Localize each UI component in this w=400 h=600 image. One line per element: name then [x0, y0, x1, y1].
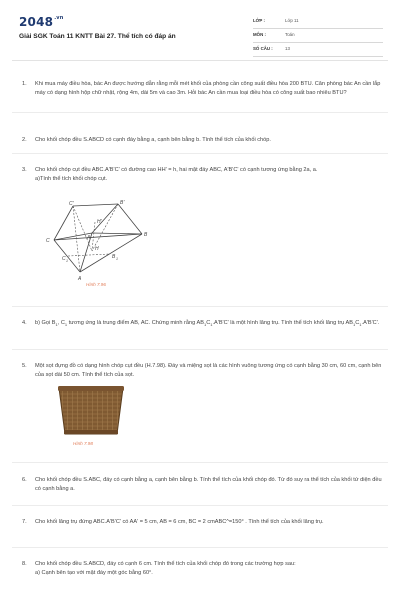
site-logo[interactable]	[19, 15, 64, 29]
label-h-prime: H'	[97, 219, 102, 225]
figure-frustum	[40, 196, 160, 282]
label-b-prime: B'	[120, 200, 125, 206]
question-number: 5.	[22, 363, 27, 369]
question-separator	[12, 547, 388, 548]
question-number: 7.	[22, 519, 27, 525]
meta-label: LỚP :	[253, 18, 265, 23]
question-8	[22, 560, 384, 577]
question-text: b) Gọi $B_1$, $C_1$ tương ứng là trung điểm AB, AC. Chứng minh rằng $AB_1C_1.A'B'C'$ là một hình lăng trụ. Tính thể tích khối lăng trụ $AB_1C_1.A'B'C'$.	[35, 320, 380, 328]
question-6	[22, 476, 384, 493]
question-separator	[12, 462, 388, 463]
question-number: 6.	[22, 477, 27, 483]
figure-caption: Hình 7.98	[73, 441, 93, 446]
meta-value: Toán	[285, 32, 295, 37]
label-b: B	[144, 232, 148, 238]
figure-basket	[55, 382, 127, 438]
meta-info	[253, 17, 383, 59]
question-text: Cho khối lăng trụ đứng ABC.A'B'C' có AA' = 5 cm, AB = 6 cm, BC = 2 cmABC^=150° . Tính thể tích của khối lăng trụ.	[35, 519, 324, 525]
label-c1-subscript: 1	[66, 259, 68, 263]
question-5	[22, 362, 384, 379]
meta-row-subject	[253, 31, 383, 43]
meta-row-class	[253, 17, 383, 29]
question-subpart: a)Tính thể tích khối chóp cụt.	[35, 175, 108, 182]
label-h: H	[95, 246, 99, 252]
meta-value: 13	[285, 46, 290, 51]
meta-label: MÔN :	[253, 32, 266, 37]
label-b1-subscript: 1	[116, 257, 118, 261]
question-text: Cho khối chóp cụt đều ABC.A'B'C' có đường cao HH' = h, hai mặt đáy ABC, A'B'C' có cạnh tương ứng bằng 2a, a.	[35, 167, 318, 173]
meta-value: Lớp 11	[285, 18, 299, 23]
question-text: Khi mua máy điều hòa, bác An được hướng dẫn rằng mỗi mét khối của phòng cần công suất điều hòa 200 BTU. Căn phòng bác An cần lắp máy có dạng hình hộp chữ nhật, rộng 4m, dài 5m và cao 3m. Hỏi bác An cần mua loại điều hòa có công suất bao nhiêu BTU?	[35, 81, 381, 96]
question-number: 8.	[22, 561, 27, 567]
header-divider	[12, 60, 388, 61]
question-subpart: a) Cạnh bên tạo với mặt đáy một góc bằng 60°.	[35, 569, 153, 576]
meta-label: SỐ CÂU :	[253, 46, 273, 51]
label-c1: C	[62, 256, 66, 262]
label-a-prime: A'	[87, 235, 92, 241]
question-number: 2.	[22, 137, 27, 143]
question-separator	[12, 112, 388, 113]
question-number: 3.	[22, 167, 27, 173]
question-text: Cho khối chóp đều S.ABCD, đáy có cạnh 6 cm. Tính thể tích của khối chóp đó trong các trường hợp sau:	[35, 561, 296, 567]
label-b1: B	[112, 254, 116, 260]
question-number: 4.	[22, 320, 27, 326]
question-text: Cho khối chóp đều S.ABC, đáy có cạnh bằng a, cạnh bên bằng b. Tính thể tích của khối chóp đó. Từ đó suy ra thể tích của khối tứ diện đều có cạnh bằng a.	[35, 477, 382, 492]
label-c: C	[46, 238, 50, 244]
question-2	[22, 136, 384, 145]
question-separator	[12, 153, 388, 154]
question-text: Cho khối chóp đều S.ABCD có cạnh đáy bằng a, cạnh bên bằng b. Tính thể tích của khối chóp.	[35, 137, 271, 143]
page-title: Giải SGK Toán 11 KNTT Bài 27. Thể tích có đáp án	[19, 33, 176, 40]
question-1	[22, 80, 384, 97]
question-7	[22, 518, 384, 527]
question-3	[22, 166, 384, 183]
label-c-prime: C'	[69, 201, 74, 207]
figure-caption: Hình 7.96	[86, 282, 106, 287]
logo-tld: .vn	[54, 15, 64, 21]
question-separator	[12, 306, 388, 307]
label-a: A	[78, 276, 82, 282]
question-text: Một sọt đựng đồ có dạng hình chóp cụt đều (H.7.98). Đáy và miệng sọt là các hình vuông tương ứng có cạnh bằng 30 cm, 60 cm, cạnh bên của sọt dài 50 cm. Tính thể tích của sọt.	[35, 363, 382, 378]
question-number: 1.	[22, 81, 27, 87]
logo-text: 2048	[19, 15, 54, 29]
meta-row-count	[253, 45, 383, 57]
question-separator	[12, 505, 388, 506]
question-separator	[12, 349, 388, 350]
question-4	[22, 319, 384, 330]
